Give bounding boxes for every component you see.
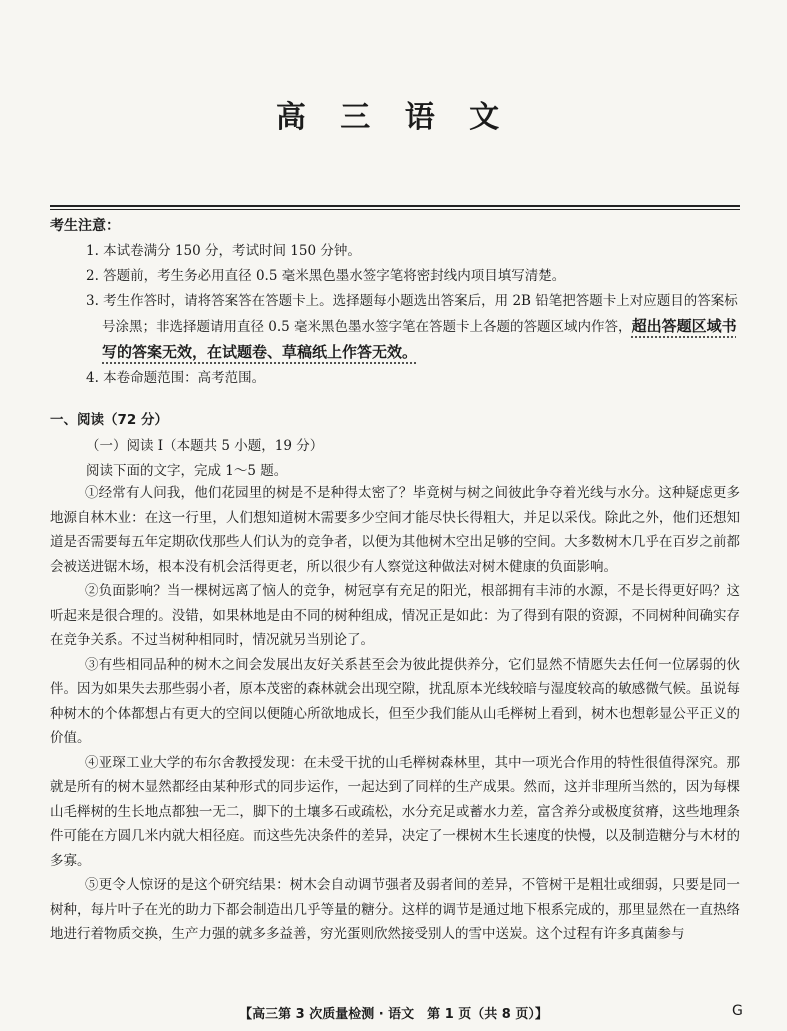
paragraph-3: ③有些相同品种的树木之间会发展出友好关系甚至会为彼此提供养分，它们显然不情愿失去任何一位孱弱的伙伴。因为如果失去那些弱小者，原本茂密的森林就会出现空隙，扰乱原本光线较暗与湿度较高的敏感微气候。虽说每种树木的个体都想占有更大的空间以便随心所欲地成长，但至少我们能从山毛榉树上看到，树木也想彰显公平正义的价值。: [50, 656, 740, 746]
candidate-notice: [50, 214, 750, 391]
notice-item-4: 4. 本卷命题范围：高考范围。: [86, 370, 266, 386]
page-title: 高 三 语 文: [275, 100, 512, 135]
paragraph-2: ②负面影响？当一棵树远离了恼人的竞争，树冠享有充足的阳光，根部拥有丰沛的水源，不是长得更好吗？这听起来是很合理的。没错，如果林地是由不同的树种组成，情况正是如此：为了得到有限的资源，不同树种间确实存在竞争关系。不过当树种相同时，情况就另当别论了。: [50, 583, 740, 648]
notice-heading: 考生注意：: [50, 218, 120, 234]
notice-item-3: [50, 289, 750, 366]
header-rule-thin: [50, 209, 740, 210]
notice-item-3-emphasis: 超出答题区域书写的答案无效，在试题卷、草稿纸上作答无效。: [102, 317, 737, 361]
notice-item-1: 1. 本试卷满分 150 分，考试时间 150 分钟。: [86, 243, 361, 259]
reading-passage: [50, 481, 740, 947]
subsection-heading: （一）阅读 Ⅰ（本题共 5 小题，19 分）: [86, 438, 324, 454]
paragraph-4: ④亚琛工业大学的布尔舍教授发现：在未受干扰的山毛榉树森林里，其中一项光合作用的特性很值得深究。那就是所有的树木显然都经由某种形式的同步运作，一起达到了同样的生产成果。然而，这并非理所当然的，因为每棵山毛榉树的生长地点都独一无二，脚下的土壤多石或疏松，水分充足或蓄水力差，富含养分或极度贫瘠，这些地理条件可能在方圆几米内就大相径庭。而这些先决条件的差异，决定了一棵树木生长速度的快慢，以及制造糖分与木材的多寡。: [50, 754, 740, 869]
page-footer: 【高三第 3 次质量检测 · 语文 第 1 页（共 8 页）】: [239, 1007, 548, 1022]
notice-item-3-text: 3. 考生作答时，请将答案答在答题卡上。选择题每小题选出答案后，用 2B 铅笔把答题卡上对应题目的答案标号涂黑；非选择题请用直径 0.5 毫米黑色墨水签字笔在答题卡上各题的答题区域内作答，: [86, 293, 738, 335]
section-heading: 一、阅读（72 分）: [50, 412, 168, 428]
notice-item-2: 2. 答题前，考生务必用直径 0.5 毫米黑色墨水签字笔将密封线内项目填写清楚。: [86, 268, 566, 284]
paragraph-1: ①经常有人问我，他们花园里的树是不是种得太密了？毕竟树与树之间彼此争夺着光线与水分。这种疑虑更多地源自林木业：在这一行里，人们想知道树木需要多少空间才能尽快长得粗大，并足以采伐。除此之外，他们还想知道是否需要每五年定期砍伐那些人们认为的竞争者，以便为其他树木空出足够的空间。大多数树木几乎在百岁之前都会被送进锯木场，根本没有机会活得更老，所以很少有人察觉这种做法对树木健康的负面影响。: [50, 485, 740, 575]
paper-code: G: [732, 1003, 743, 1019]
reading-instruction: 阅读下面的文字，完成 1～5 题。: [86, 463, 288, 479]
header-rule-thick: [50, 205, 740, 207]
paragraph-5: ⑤更令人惊讶的是这个研究结果：树木会自动调节强者及弱者间的差异，不管树干是粗壮或细弱，只要是同一树种，每片叶子在光的助力下都会制造出几乎等量的糖分。这样的调节是通过地下根系完成的，那里显然在一直热络地进行着物质交换，生产力强的就多多益善，穷光蛋则欣然接受别人的雪中送炭。这个过程有许多真菌参与: [50, 877, 740, 942]
